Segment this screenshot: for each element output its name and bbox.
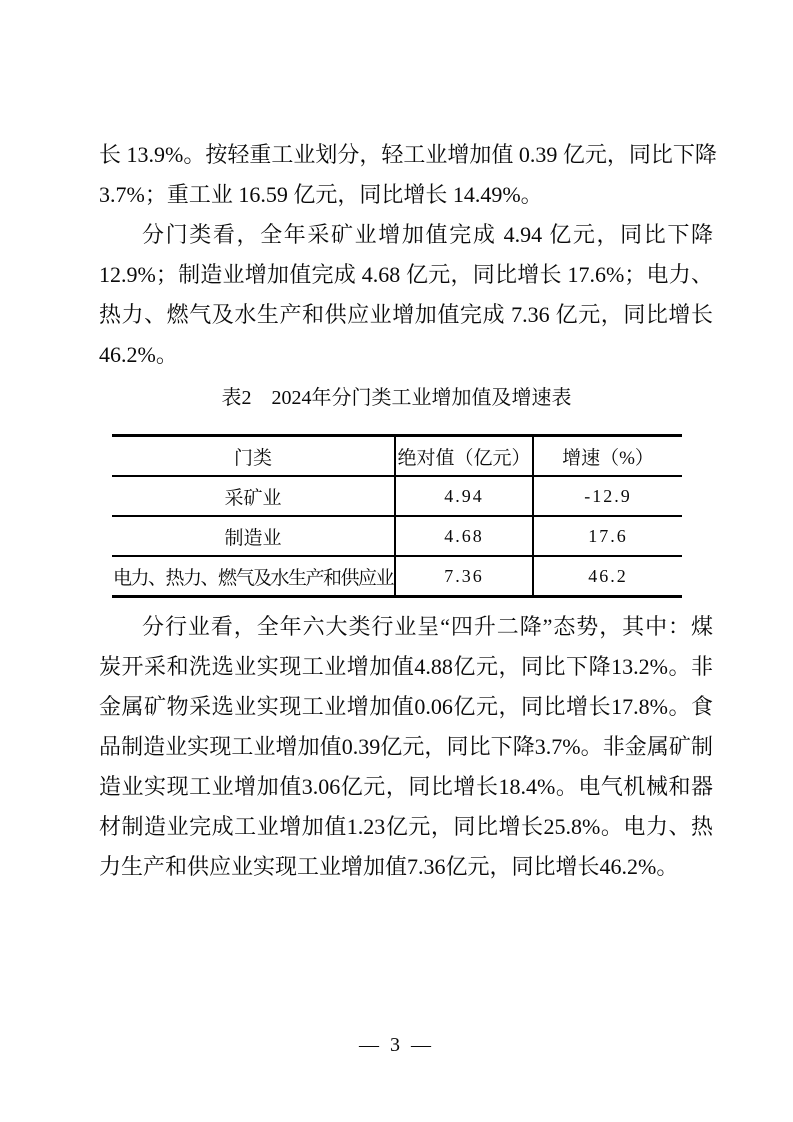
paragraph-line: 3.7%；重工业 16.59 亿元，同比增长 14.49%。 bbox=[99, 182, 543, 207]
table-title: 表2 2024年分门类工业增加值及增速表 bbox=[221, 387, 572, 409]
table-cell-growth: 17.6 bbox=[588, 525, 628, 546]
paragraph-line: 力生产和供应业实现工业增加值7.36亿元，同比增长46.2%。 bbox=[99, 854, 679, 879]
paragraph-by-category bbox=[99, 215, 713, 375]
paragraph-line: 品制造业实现工业增加值0.39亿元，同比下降3.7%。非金属矿制 bbox=[99, 734, 713, 759]
table-header-growth-rate: 增速（%） bbox=[562, 447, 654, 469]
table-header-category: 门类 bbox=[112, 436, 395, 477]
table-cell-growth: -12.9 bbox=[584, 485, 632, 506]
paragraph-line: 热力、燃气及水生产和供应业增加值完成 7.36 亿元，同比增长 bbox=[99, 302, 713, 327]
table-row bbox=[112, 516, 682, 556]
paragraph-line: 造业实现工业增加值3.06亿元，同比增长18.4%。电气机械和器 bbox=[99, 774, 713, 799]
table-cell-value: 4.94 bbox=[395, 476, 533, 516]
paragraph-line: 金属矿物采选业实现工业增加值0.06亿元，同比增长17.8%。食 bbox=[99, 694, 713, 719]
paragraph-line: 分行业看，全年六大类行业呈“四升二降”态势，其中：煤 bbox=[142, 614, 713, 639]
paragraph-by-sector bbox=[99, 607, 713, 887]
paragraph-line: 长 13.9%。按轻重工业划分，轻工业增加值 0.39 亿元，同比下降 bbox=[99, 142, 717, 167]
table-cell-category: 制造业 bbox=[112, 516, 395, 556]
table-cell-value: 4.68 bbox=[395, 516, 533, 556]
table-row bbox=[112, 556, 682, 597]
table-cell-value: 7.36 bbox=[395, 556, 533, 597]
industry-added-value-table bbox=[112, 434, 682, 598]
paragraph-line: 46.2%。 bbox=[99, 342, 178, 367]
table-header-absolute-value: 绝对值（亿元） bbox=[395, 436, 533, 477]
paragraph-line: 分门类看，全年采矿业增加值完成 4.94 亿元，同比下降 bbox=[142, 222, 713, 247]
paragraph-line: 材制造业完成工业增加值1.23亿元，同比增长25.8%。电力、热 bbox=[99, 814, 713, 839]
table-cell-growth: 46.2 bbox=[588, 565, 628, 586]
table-cell-category: 采矿业 bbox=[112, 476, 395, 516]
table-cell-category: 电力、热力、燃气及水生产和供应业 bbox=[112, 556, 395, 597]
paragraph-line: 12.9%；制造业增加值完成 4.68 亿元，同比增长 17.6%；电力、 bbox=[99, 262, 713, 287]
table-row bbox=[112, 476, 682, 516]
paragraph-line: 炭开采和洗选业实现工业增加值4.88亿元，同比下降13.2%。非 bbox=[99, 654, 713, 679]
paragraph-light-heavy-industry bbox=[99, 135, 717, 215]
page-number: — 3 — bbox=[359, 1034, 434, 1056]
table-header-row bbox=[112, 436, 682, 477]
